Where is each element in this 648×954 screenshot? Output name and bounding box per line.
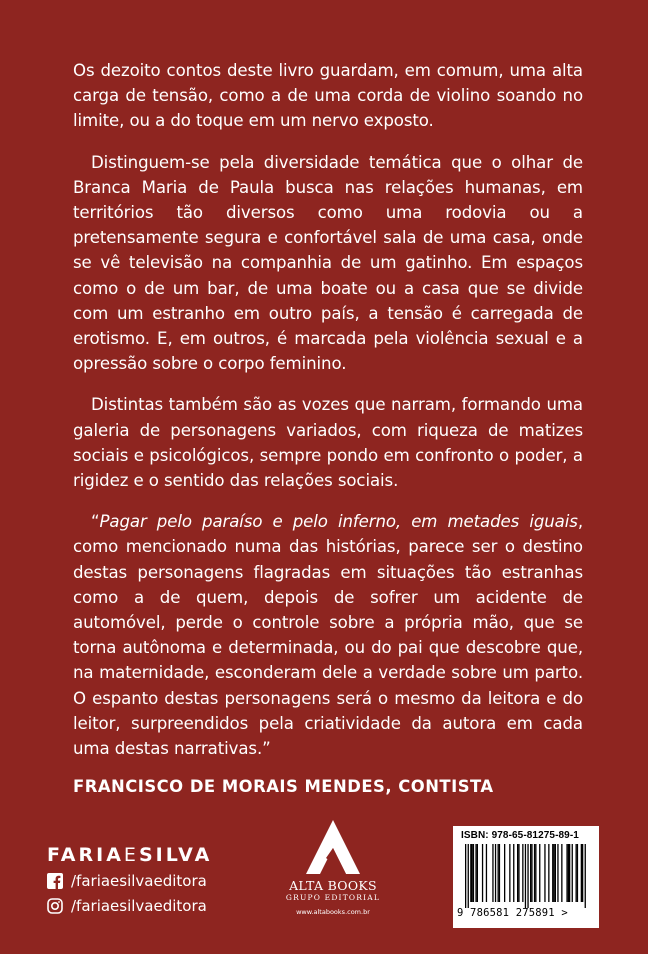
barcode-bar — [495, 844, 496, 902]
barcode-bar — [548, 844, 549, 902]
back-cover-text — [73, 58, 583, 796]
barcode-bar — [477, 844, 478, 902]
barcode-bar — [482, 844, 483, 902]
barcode-bar — [568, 844, 569, 902]
barcode-bar — [475, 844, 476, 902]
barcode-bar — [513, 844, 514, 902]
barcode-bar — [581, 844, 582, 902]
barcode-bar — [470, 844, 471, 902]
alta-books-name: ALTA BOOKS — [289, 878, 377, 893]
facebook-link[interactable] — [47, 872, 207, 890]
barcode-digits: 9 786581 275891 > — [457, 907, 568, 919]
instagram-handle: /fariaesilvaeditora — [71, 897, 207, 915]
barcode-bar — [498, 844, 499, 902]
signature: FRANCISCO DE MORAIS MENDES, CONTISTA — [73, 777, 494, 797]
isbn-label: ISBN: 978-65-81275-89-1 — [461, 830, 579, 841]
barcode-bar — [585, 844, 586, 908]
barcode-bar — [504, 844, 505, 902]
barcode-bar — [509, 844, 510, 902]
logo-part-faria: FARIA — [47, 844, 124, 866]
paragraph-3: Distintas também são as vozes que narram, formando uma galeria de personagens variados, com riqueza de matizes sociais e psicológicos, sempre pondo em confronto o poder, a rigidez e o sentido das relações sociais. — [73, 395, 583, 491]
barcode-bar — [553, 844, 554, 902]
quote-italic: Pagar pelo paraíso e pelo inferno, em metades iguais — [99, 512, 578, 532]
instagram-icon — [47, 898, 63, 914]
barcode-bar — [577, 844, 578, 902]
paragraph-2: Distinguem-se pela diversidade temática que o olhar de Branca Maria de Paula busca nas relações humanas, em territórios tão diversos como uma rodovia ou a pretensamente segura e confortável sala de uma casa, onde se vê televisão na companhia de um gatinho. Em espaços como o de um bar, de uma boate ou a casa que se divide com um estranho em outro país, a tensão é carregada de erotismo. E, em outros, é marcada pela violência sexual e a opressão sobre o corpo feminino. — [73, 152, 583, 374]
barcode-bar — [465, 844, 466, 908]
barcode-bar — [566, 844, 567, 902]
barcode-bar — [561, 844, 562, 902]
barcode-bar — [557, 844, 558, 902]
barcode-bar — [552, 844, 553, 902]
facebook-handle: /fariaesilvaeditora — [71, 872, 207, 890]
quote-rest: , como mencionado numa das histórias, parece ser o destino destas personagens flagradas em situações tão estranhas como a de quem, depois de sofrer um acidente de automóvel, perde o controle sobre a própria mão, que se torna autônoma e determinada, ou do pai que descobre que, na maternidade, esconderam dele a verdade sobre um parto. O espanto destas personagens será o mesmo da leitora e do leitor, surpreendidos pela criatividade da autora em cada uma destas narrativas.” — [73, 512, 583, 759]
quote-open: “ — [91, 512, 100, 532]
logo-part-e: E — [123, 844, 139, 866]
logo-part-silva: SILVA — [138, 844, 213, 866]
barcode-bar — [555, 844, 556, 902]
instagram-link[interactable] — [47, 897, 207, 915]
barcode-bar — [525, 844, 526, 908]
barcode-bar — [473, 844, 474, 902]
alta-books-subtitle: GRUPO EDITORIAL — [285, 893, 381, 902]
alta-books-url: www.altabooks.com.br — [296, 908, 370, 916]
quote-paragraph — [73, 509, 583, 761]
faria-e-silva-logo — [47, 844, 212, 866]
barcode-bar — [534, 844, 535, 902]
barcode-bar — [492, 844, 493, 902]
barcode-bar — [527, 844, 528, 908]
facebook-icon — [47, 873, 63, 889]
barcode-bar — [486, 844, 487, 902]
barcode-bar — [582, 844, 583, 902]
barcode-bar — [539, 844, 540, 902]
isbn-barcode — [453, 826, 599, 928]
barcode-bar — [544, 844, 545, 902]
barcode-bar — [468, 844, 469, 908]
alta-books-emblem-icon — [302, 818, 364, 878]
barcode-bar — [518, 844, 519, 902]
barcode-bar — [531, 844, 532, 902]
barcode-bar — [572, 844, 573, 902]
barcode-bar — [535, 844, 536, 902]
barcode-bars — [465, 844, 587, 908]
barcode-bar — [472, 844, 473, 902]
alta-books-logo — [283, 818, 383, 916]
barcode-bar — [530, 844, 531, 902]
barcode-bar — [517, 844, 518, 902]
barcode-bar — [576, 844, 577, 902]
barcode-bar — [499, 844, 500, 902]
barcode-bar — [569, 844, 570, 902]
paragraph-1: Os dezoito contos deste livro guardam, em comum, uma alta carga de tensão, como a de uma corda de violino soando no limite, ou a do toque em um nervo exposto. — [73, 61, 583, 131]
barcode-bar — [522, 844, 523, 902]
